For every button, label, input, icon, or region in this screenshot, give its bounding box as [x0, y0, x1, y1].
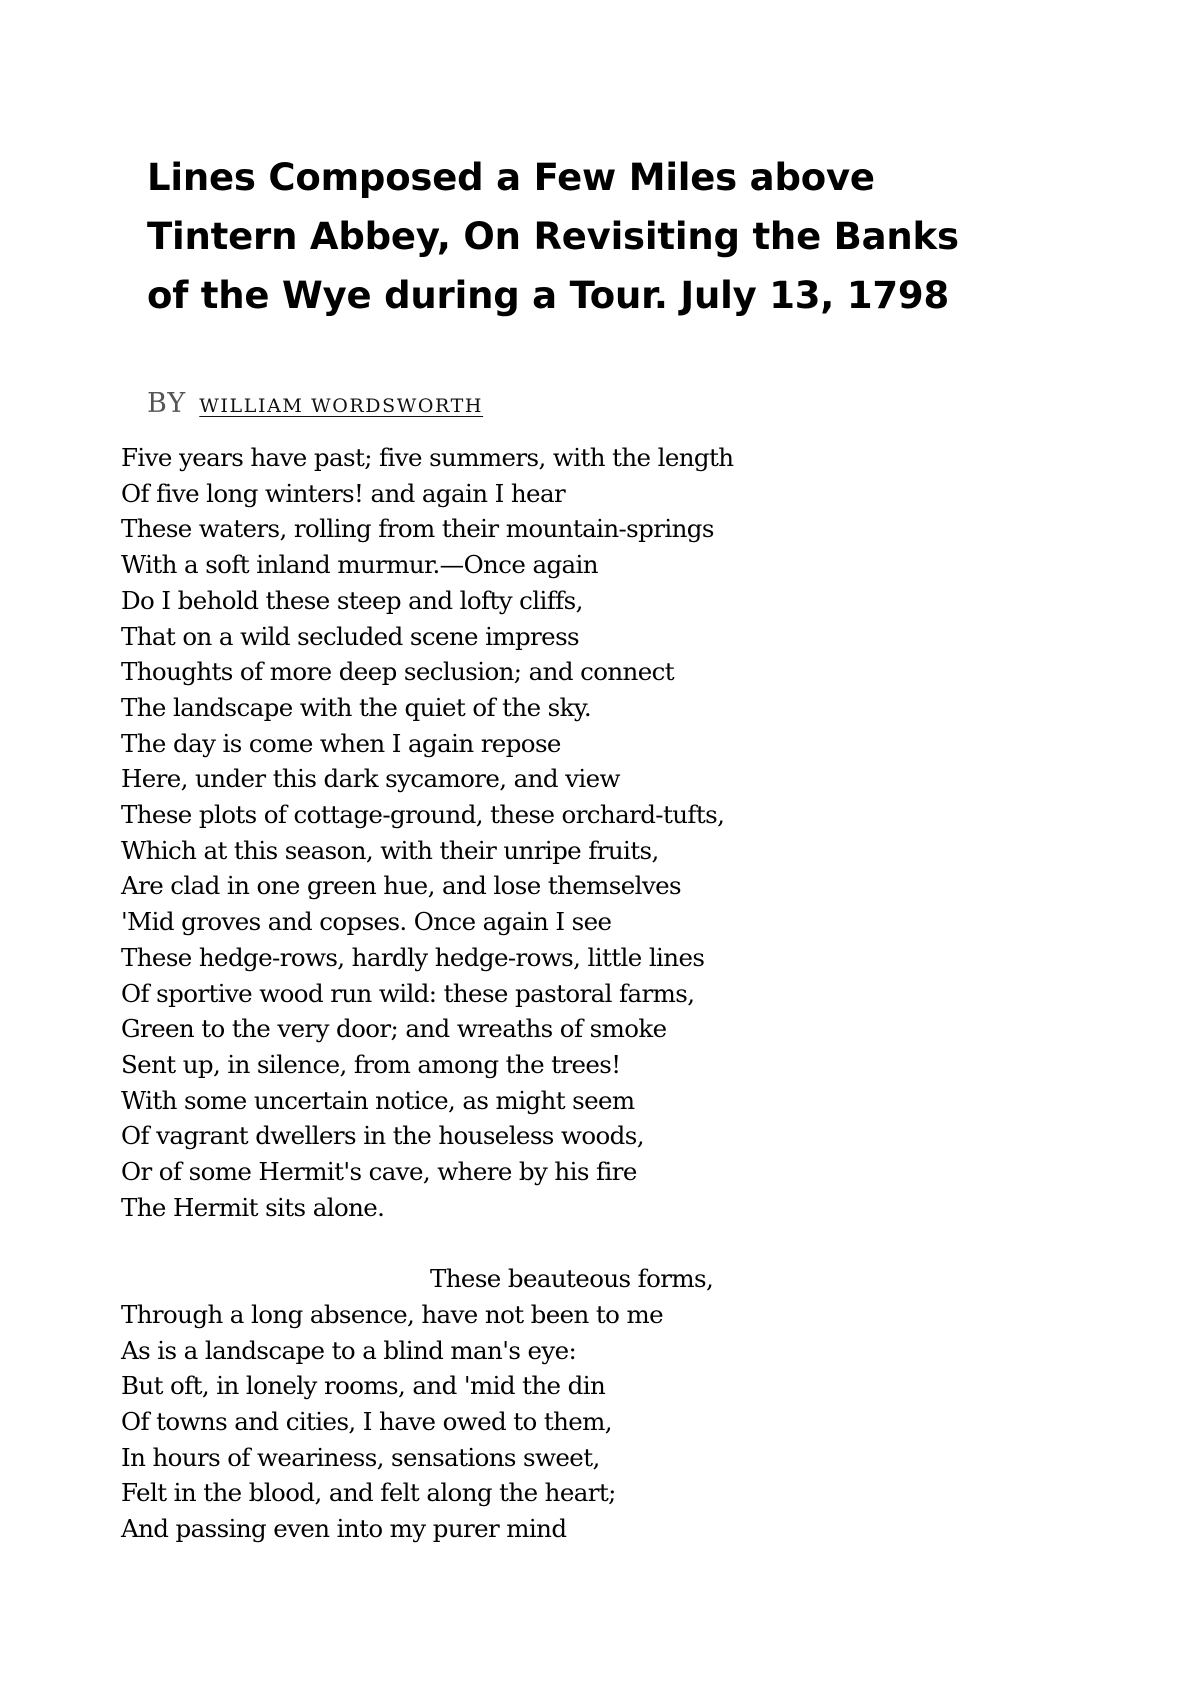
title-line: Lines Composed a Few Miles above — [147, 156, 875, 199]
author-link[interactable]: WILLIAM WORDSWORTH — [199, 395, 484, 417]
poem-line: 'Mid groves and copses. Once again I see — [121, 907, 612, 937]
poem-line: That on a wild secluded scene impress — [121, 621, 580, 651]
poem-body — [121, 440, 733, 1547]
poem-line: Five years have past; five summers, with the length — [121, 443, 734, 472]
poem-line: Felt in the blood, and felt along the heart; — [121, 1478, 616, 1508]
title-line: of the Wye during a Tour. July 13, 1798 — [147, 274, 950, 317]
poem-line: The Hermit sits alone. — [121, 1192, 385, 1222]
stanza — [121, 1261, 733, 1547]
poem-line: And passing even into my purer mind — [121, 1514, 567, 1544]
poem-line: With a soft inland murmur.—Once again — [121, 550, 598, 580]
poem-line: Of towns and cities, I have owed to them, — [121, 1406, 612, 1436]
poem-line: Of vagrant dwellers in the houseless woods, — [121, 1121, 644, 1151]
byline-prefix: BY — [147, 388, 187, 419]
poem-line: These plots of cottage-ground, these orchard-tufts, — [121, 800, 725, 830]
poem-line: The day is come when I again repose — [121, 728, 561, 758]
byline — [147, 388, 483, 419]
poem-line: Thoughts of more deep seclusion; and connect — [121, 657, 674, 687]
poem-line: Sent up, in silence, from among the trees! — [121, 1049, 621, 1079]
poem-line: These waters, rolling from their mountain-springs — [121, 514, 714, 544]
poem-line: Of sportive wood run wild: these pastoral farms, — [121, 978, 695, 1008]
poem-line: Through a long absence, have not been to me — [121, 1299, 664, 1329]
poem-line: Of five long winters! and again I hear — [121, 478, 566, 508]
poem-line: Or of some Hermit's cave, where by his fire — [121, 1157, 637, 1187]
poem-line: These beauteous forms, — [430, 1264, 714, 1294]
poem-line: Do I behold these steep and lofty cliffs, — [121, 585, 583, 615]
poem-line: Are clad in one green hue, and lose themselves — [121, 871, 682, 901]
title-line: Tintern Abbey, On Revisiting the Banks — [147, 215, 959, 258]
poem-title — [147, 148, 1047, 325]
poem-line: Here, under this dark sycamore, and view — [121, 764, 620, 794]
poem-line: In hours of weariness, sensations sweet, — [121, 1442, 600, 1472]
poem-line: With some uncertain notice, as might seem — [121, 1085, 635, 1115]
poem-line: The landscape with the quiet of the sky. — [121, 692, 592, 722]
poem-line: Which at this season, with their unripe fruits, — [121, 835, 659, 865]
poem-line: As is a landscape to a blind man's eye: — [121, 1335, 577, 1365]
stanza — [121, 440, 733, 1225]
poem-line: But oft, in lonely rooms, and 'mid the din — [121, 1371, 606, 1401]
poem-line: These hedge-rows, hardly hedge-rows, little lines — [121, 942, 705, 972]
poem-line: Green to the very door; and wreaths of smoke — [121, 1014, 667, 1044]
